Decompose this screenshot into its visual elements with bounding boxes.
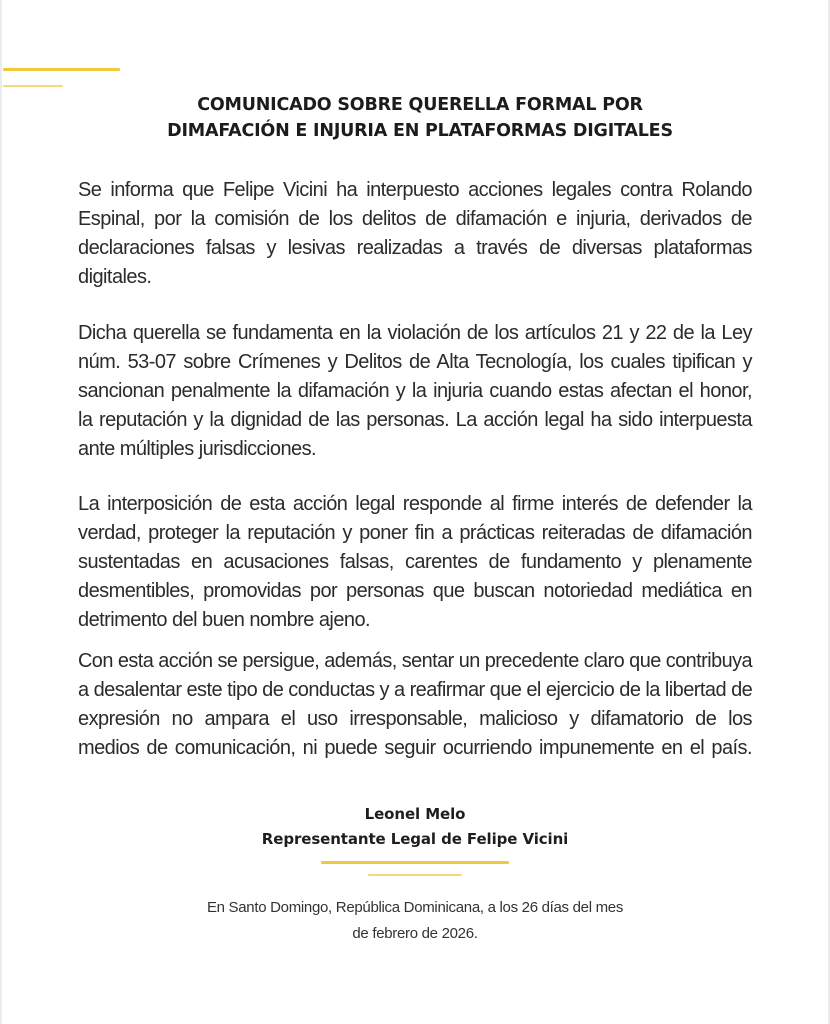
paragraph-line: desmentibles, promovidas por personas que buscan notoriedad mediática en <box>78 580 752 602</box>
accent-line-top-secondary <box>3 85 63 87</box>
paragraph-line: a desalentar este tipo de conductas y a reafirmar que el ejercicio de la libertad de <box>78 679 753 701</box>
accent-line-bottom-primary <box>321 861 509 864</box>
paragraph-line: medios de comunicación, ni puede seguir ocurriendo impunemente en el país. <box>78 737 752 759</box>
paragraph-line: La interposición de esta acción legal responde al firme interés de defender la <box>78 493 752 515</box>
paragraph-line: ante múltiples jurisdicciones. <box>78 438 317 460</box>
paragraph-line: sustentadas en acusaciones falsas, carentes de fundamento y plenamente <box>78 551 752 573</box>
signature-block <box>115 802 715 852</box>
paragraph-2 <box>78 319 752 464</box>
paragraph-line: núm. 53-07 sobre Crímenes y Delitos de Alta Tecnología, los cuales tipifican y <box>78 351 752 373</box>
paragraph-line: digitales. <box>78 266 152 288</box>
page-edge-left <box>0 0 2 1024</box>
paragraph-line: la reputación y la dignidad de las personas. La acción legal ha sido interpuesta <box>78 409 752 431</box>
paragraph-line: declaraciones falsas y lesivas realizadas a través de diversas plataformas <box>78 237 752 259</box>
paragraph-3 <box>78 490 752 635</box>
signatory-name: Leonel Melo <box>364 805 466 823</box>
paragraph-line: Dicha querella se fundamenta en la violación de los artículos 21 y 22 de la Ley <box>78 322 752 344</box>
document-title <box>100 92 740 144</box>
paragraph-line: detrimento del buen nombre ajeno. <box>78 609 371 631</box>
paragraph-line: Se informa que Felipe Vicini ha interpuesto acciones legales contra Rolando <box>78 179 752 201</box>
paragraph-1 <box>78 176 752 292</box>
accent-line-bottom-secondary <box>368 874 462 876</box>
paragraph-line: verdad, proteger la reputación y poner fin a prácticas reiteradas de difamación <box>78 522 752 544</box>
paragraph-line: Con esta acción se persigue, además, sentar un precedente claro que contribuya <box>78 650 752 672</box>
paragraph-line: expresión no ampara el uso irresponsable, malicioso y difamatorio de los <box>78 708 752 730</box>
paragraph-line: Espinal, por la comisión de los delitos de difamación e injuria, derivados de <box>78 208 752 230</box>
accent-line-top-primary <box>3 68 120 71</box>
paragraph-4 <box>78 647 752 763</box>
signatory-role: Representante Legal de Felipe Vicini <box>261 830 569 848</box>
place-date-line: de febrero de 2026. <box>352 925 478 942</box>
place-and-date <box>115 895 715 947</box>
paragraph-line: sancionan penalmente la difamación y la injuria cuando estas afectan el honor, <box>78 380 752 402</box>
place-date-line: En Santo Domingo, República Dominicana, a los 26 días del mes <box>206 899 624 916</box>
document-title-line: COMUNICADO SOBRE QUERELLA FORMAL POR <box>197 95 643 115</box>
document-title-line: DIMAFACIÓN E INJURIA EN PLATAFORMAS DIGITALES <box>167 121 673 141</box>
